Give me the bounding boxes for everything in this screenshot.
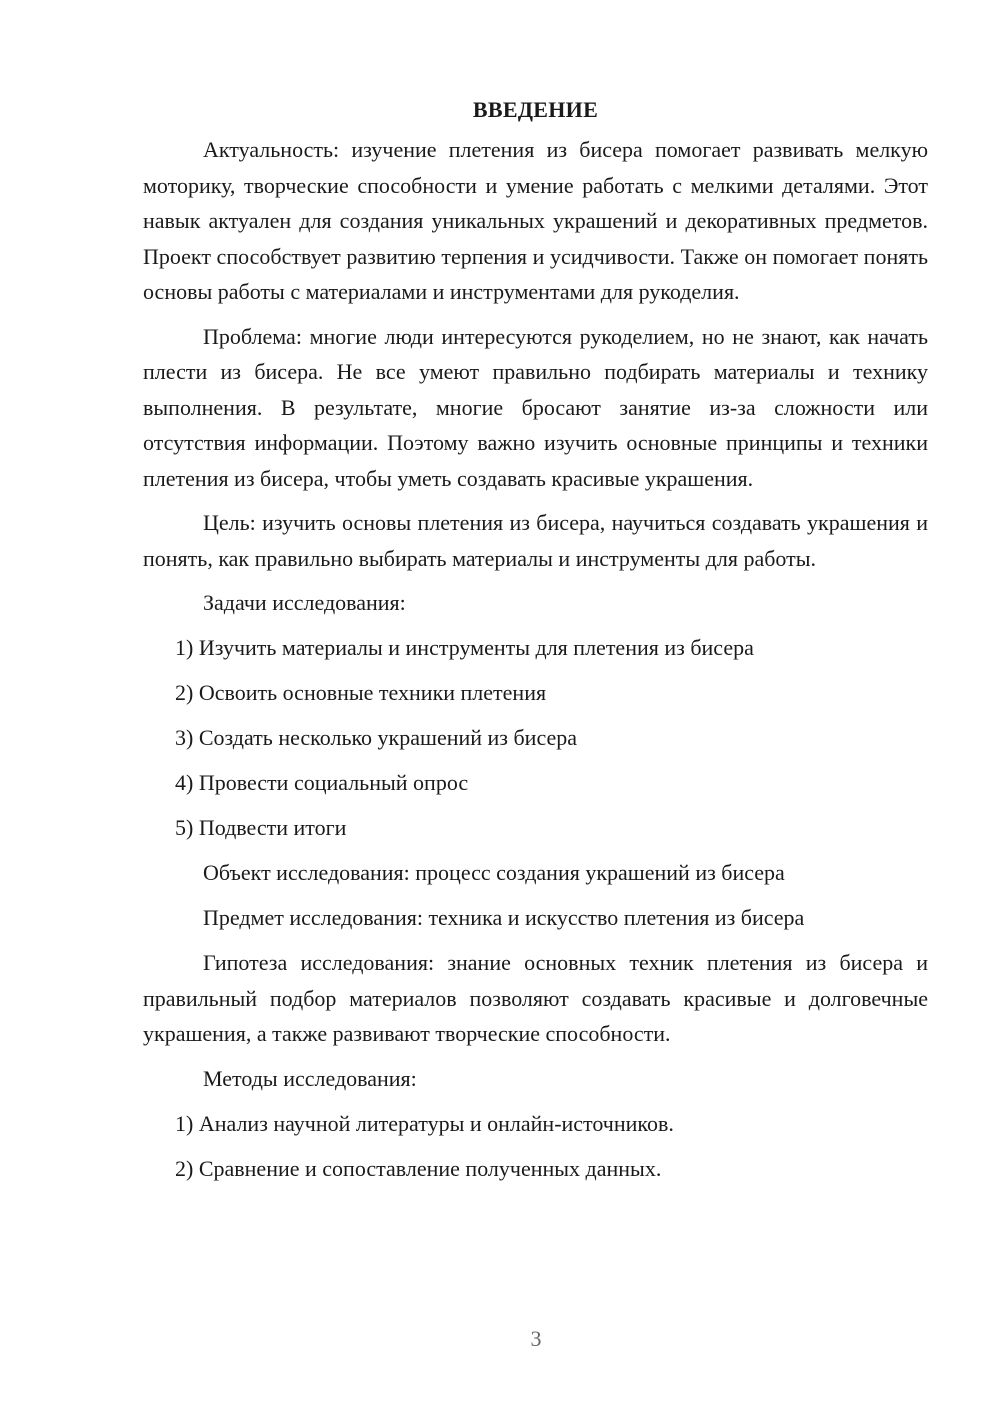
document-page bbox=[143, 92, 928, 1196]
research-subject: Предмет исследования: техника и искусство плетения из бисера bbox=[203, 905, 805, 930]
task-item: 1) Изучить материалы и инструменты для плетения из бисера bbox=[175, 635, 754, 660]
relevance-paragraph: Актуальность: изучение плетения из бисера помогает развивать мелкую моторику, творческие способности и умение работать с мелкими деталями. Этот навык актуален для создания уникальных украшений и декоративных предметов. Проект способствует развитию терпения и усидчивости. Также он помогает понять основы работы с материалами и инструментами для рукоделия. bbox=[143, 137, 928, 304]
section-title: ВВЕДЕНИЕ bbox=[472, 97, 599, 122]
research-object: Объект исследования: процесс создания украшений из бисера bbox=[203, 860, 785, 885]
task-item: 5) Подвести итоги bbox=[175, 815, 347, 840]
problem-paragraph: Проблема: многие люди интересуются рукоделием, но не знают, как начать плести из бисера. Не все умеют правильно подбирать материалы и технику выполнения. В результате, многие бросают занятие из-за сложности или отсутствия информации. Поэтому важно изучить основные принципы и техники плетения из бисера, чтобы уметь создавать красивые украшения. bbox=[143, 323, 928, 491]
task-item: 4) Провести социальный опрос bbox=[175, 770, 469, 795]
page-number: 3 bbox=[530, 1326, 542, 1351]
goal-paragraph: Цель: изучить основы плетения из бисера, научиться создавать украшения и понять, как правильно выбирать материалы и инструменты для работы. bbox=[143, 510, 928, 571]
methods-heading: Методы исследования: bbox=[203, 1065, 417, 1091]
task-item: 2) Освоить основные техники плетения bbox=[175, 680, 547, 705]
method-item: 2) Сравнение и сопоставление полученных данных. bbox=[175, 1155, 662, 1181]
method-item: 1) Анализ научной литературы и онлайн-источников. bbox=[175, 1110, 674, 1136]
tasks-heading: Задачи исследования: bbox=[203, 590, 406, 615]
task-item: 3) Создать несколько украшений из бисера bbox=[175, 725, 578, 750]
hypothesis-paragraph: Гипотеза исследования: знание основных техник плетения из бисера и правильный подбор материалов позволяют создавать красивые и долговечные украшения, а также развивают творческие способности. bbox=[143, 950, 928, 1046]
